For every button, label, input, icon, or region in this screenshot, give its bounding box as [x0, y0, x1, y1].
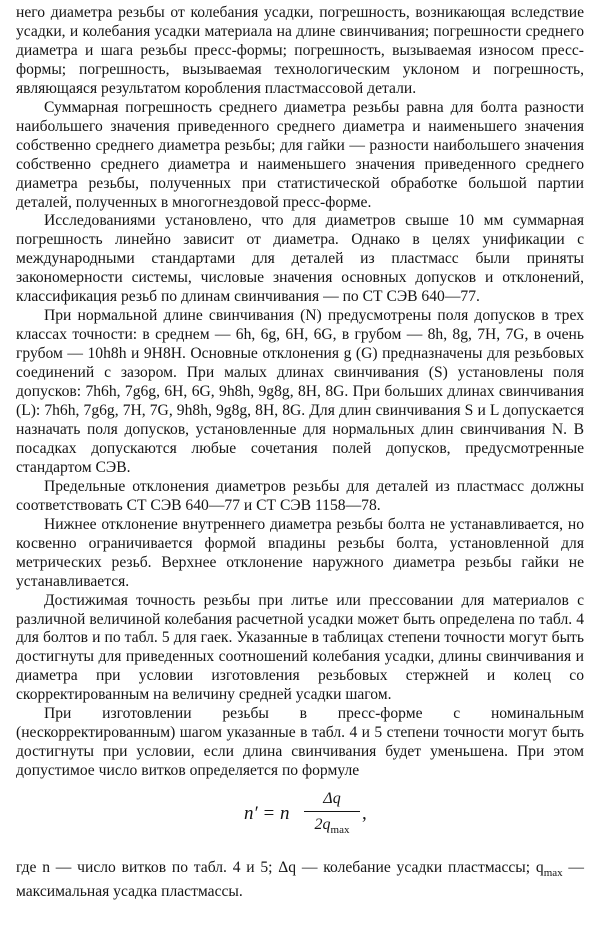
definitions-end: — максимальная усадка пластмассы.	[16, 859, 585, 901]
formula-lhs: n′ = n	[244, 803, 290, 825]
formula-numerator: Δq	[323, 790, 341, 808]
paragraph-8: При изготовлении резьбы в пресс-форме с номинальным (нескорректированным) шагом указанные в табл. 4 и 5 степени точности могут быть достигнуты при условии, если длина свинчивания будет уменьшена. При этом допустимое число витков определяется по формуле	[16, 705, 584, 780]
paragraph-7: Достижимая точность резьбы при литье или прессовании для материалов с различной величиной колебания расчетной усадки может быть определена по табл. 4 для болтов и по табл. 5 для гаек. Указанные в таблицах степени точности могут быть достигнуты для приведенных соотношений колебания усадки, длины свинчивания и диаметра при условии изготовления резьбовых стержней и колец со скорректированным на величину средней усадки шагом.	[16, 591, 584, 704]
formula-turns	[16, 785, 584, 847]
variable-definitions	[16, 859, 584, 902]
paragraph-5: Предельные отклонения диаметров резьбы для деталей из пластмасс должны соответствовать СТ СЭВ 640—77 и СТ СЭВ 1158—78.	[16, 477, 584, 514]
definitions-text: где n — число витков по табл. 4 и 5; Δq — колебание усадки пластмассы; q	[16, 859, 544, 877]
definitions-sub: max	[543, 867, 563, 880]
paragraph-4: При нормальной длине свинчивания (N) предусмотрены поля допусков в трех классах точности: в среднем — 6h, 6g, 6H, 6G, в грубом — 8h, 8g, 7H, 7G, в очень грубом — 10h8h и 9H8H. Основные отклонения g (G) предназначены для резьбовых соединений с зазором. При малых длинах свинчивания (S) установлены поля допусков: 7h6h, 7g6g, 6H, 6G, 9h8h, 9g8g, 8H, 8G. При больших длинах свинчивания (L): 7h6h, 7g6g, 7H, 7G, 9h8h, 9g8g, 8H, 8G. Для длин свинчивания S и L допускается назначать поля допусков, установленные для нормальных длин свинчивания N. В посадках допускаются любые сочетания полей допусков, предусмотренные стандартом СЭВ.	[16, 307, 584, 476]
formula-fraction	[304, 789, 360, 840]
fraction-bar	[304, 811, 360, 812]
paragraph-2: Суммарная погрешность среднего диаметра резьбы равна для болта разности наибольшего значения приведенного среднего диаметра и наименьшего значения собственно среднего диаметра резьбы; для гайки — разности наибольшего значения собственно среднего диаметра и наименьшего значения приведенного среднего диаметра резьбы, полученных при статистической обработке большой партии деталей, полученных в многогнездовой пресс-форме.	[16, 98, 584, 211]
paragraph-3: Исследованиями установлено, что для диаметров свыше 10 мм суммарная погрешность линейно зависит от диаметра. Однако в целях унификации с международными стандартами для деталей из пластмасс были приняты закономерности системы, числовые значения основных допусков и отклонений, классификация резьб по длинам свинчивания — по СТ СЭВ 640—77.	[16, 212, 584, 306]
formula-comma: ,	[362, 803, 367, 825]
formula-denominator: 2q	[314, 816, 331, 834]
formula-denominator-wrap	[304, 815, 360, 840]
formula-denominator-sub: max	[330, 824, 350, 837]
paragraph-6: Нижнее отклонение внутреннего диаметра резьбы болта не устанавливается, но косвенно ограничивается формой впадины резьбы болта, установленной для метрических резьб. Верхнее отклонение наружного диаметра резьбы гайки не устанавливается.	[16, 515, 584, 590]
paragraph-1: него диаметра резьбы от колебания усадки, погрешность, возникающая вследствие усадки, и колебания усадки материала на длине свинчивания; погрешности среднего диаметра и шага резьбы пресс-формы; погрешность, вызываемая износом пресс-формы; погрешность, вызываемая технологическим уклоном и погрешность, являющаяся результатом коробления пластмассовой детали.	[16, 4, 584, 97]
